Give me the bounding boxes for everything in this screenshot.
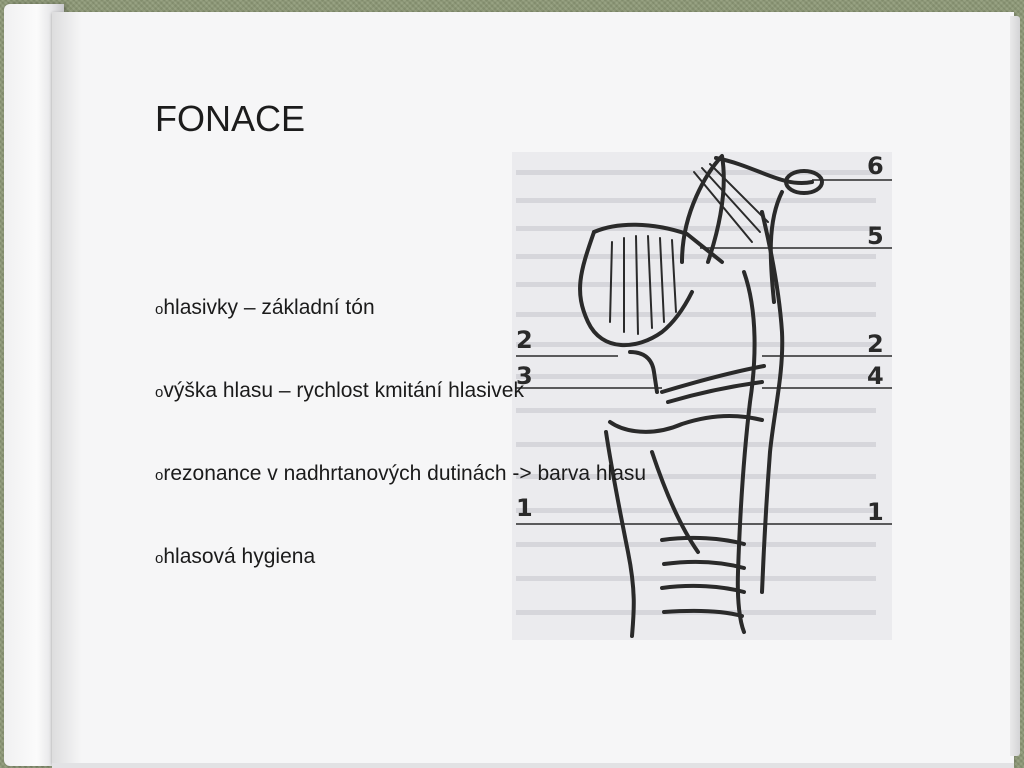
bullet-text: hlasivky – základní tón [163, 296, 375, 319]
bullet-text: výška hlasu – rychlost kmitání hlasivek [163, 379, 524, 402]
label-1-left: 1 [516, 494, 533, 522]
bullet-item [155, 458, 646, 541]
label-2-left: 2 [516, 326, 533, 354]
bullet-item [155, 292, 646, 375]
bullet-text: hlasová hygiena [163, 545, 316, 568]
label-6: 6 [867, 152, 884, 180]
bullet-list [155, 292, 646, 624]
page-gutter-shadow [52, 12, 82, 764]
label-5: 5 [867, 222, 884, 250]
bullet-marker: o [155, 301, 164, 318]
label-3: 3 [516, 362, 533, 390]
label-4: 4 [867, 362, 884, 390]
label-2-right: 2 [867, 330, 884, 358]
slide-title: FONACE [155, 98, 306, 139]
bullet-marker: o [155, 550, 164, 567]
bullet-marker: o [155, 467, 164, 484]
bullet-item [155, 375, 646, 458]
page-edge-bottom [52, 763, 1014, 768]
page-edge-right [1010, 16, 1020, 756]
bullet-text: rezonance v nadhrtanových dutinách -> barva hlasu [163, 462, 647, 485]
bullet-marker: o [155, 384, 164, 401]
label-1-right: 1 [867, 498, 884, 526]
bullet-item [155, 541, 646, 624]
